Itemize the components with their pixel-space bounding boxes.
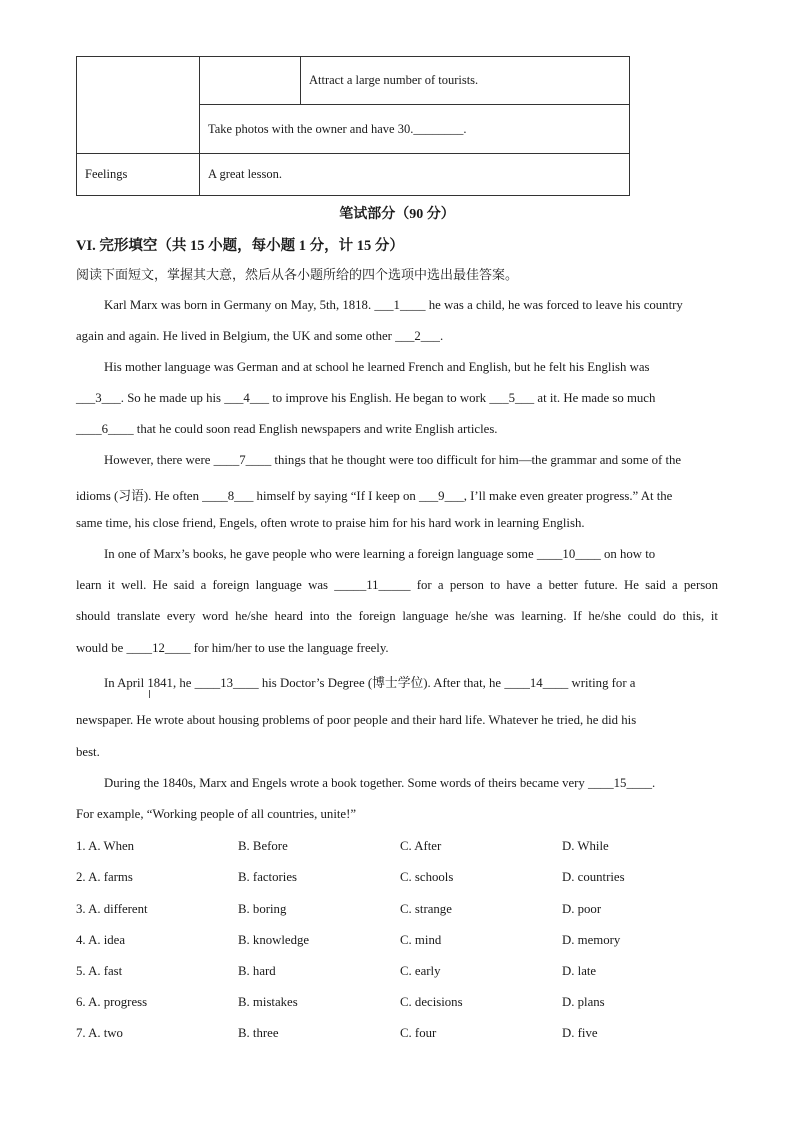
passage-text: he was a child, he was forced to leave his country: [425, 298, 683, 312]
blank-number: ____10____: [536, 547, 601, 561]
stray-mark: [149, 690, 150, 698]
table-cell-empty: [200, 57, 301, 105]
passage-line: [76, 578, 718, 593]
passage-line: [76, 713, 636, 728]
blank-number: ___5___: [489, 391, 535, 405]
blank-number: ___3___: [76, 391, 121, 405]
passage-text: In April 1841, he: [104, 676, 195, 690]
answer-option: 1. A. When: [76, 839, 135, 853]
option-row: [76, 1026, 718, 1044]
answer-option: C. strange: [400, 902, 452, 916]
passage-line: [104, 453, 681, 468]
table-cell: Take photos with the owner and have 30.________.: [200, 105, 630, 153]
passage-text: learn it well. He said a foreign language was: [76, 578, 335, 592]
passage-line: [104, 298, 683, 313]
passage-text: Karl Marx was born in Germany on May, 5th, 1818.: [104, 298, 375, 312]
table-cell: A great lesson.: [200, 153, 630, 195]
answer-option: D. While: [562, 839, 609, 853]
answer-option: C. After: [400, 839, 442, 853]
blank-number: ___2___: [395, 329, 440, 343]
passage-line: [76, 516, 585, 531]
answer-option: D. plans: [562, 995, 605, 1009]
passage-text: His mother language was German and at school he learned French and English, but he felt his English was: [104, 360, 650, 374]
passage-line: [76, 422, 498, 437]
passage-text: again and again. He lived in Belgium, the UK and some other: [76, 329, 396, 343]
blank-number: ____6____: [76, 422, 134, 436]
section-heading: VI. 完形填空（共 15 小题，每小题 1 分，计 15 分）: [76, 238, 404, 254]
answer-option: C. mind: [400, 933, 442, 947]
passage-text: . So he made up his: [120, 391, 225, 405]
answer-option: B. boring: [238, 902, 287, 916]
passage-line: [76, 641, 389, 656]
passage-text: However, there were: [104, 453, 214, 467]
answer-option: D. countries: [562, 870, 625, 884]
passage-text: for a person to have a better future. He said a person: [410, 578, 718, 592]
answer-option: B. hard: [238, 964, 276, 978]
passage-line: [76, 609, 718, 624]
instruction: 阅读下面短文，掌握其大意，然后从各小题所给的四个选项中选出最佳答案。: [76, 267, 519, 282]
passage-text: idioms (习语). He often: [76, 489, 203, 503]
passage-line: [104, 547, 655, 562]
answer-option: D. poor: [562, 902, 602, 916]
blank-number: ____14____: [504, 676, 569, 690]
answer-option: C. early: [400, 964, 441, 978]
answer-option: B. knowledge: [238, 933, 310, 947]
blank-number: ____7____: [213, 453, 272, 467]
passage-text: himself by saying “If I keep on: [253, 489, 419, 503]
answer-option: 6. A. progress: [76, 995, 148, 1009]
blank-number: ____13____: [194, 676, 259, 690]
passage-line: [76, 745, 100, 760]
passage-text: .: [439, 329, 444, 343]
answer-option: 2. A. farms: [76, 870, 133, 884]
answer-option: C. schools: [400, 870, 454, 884]
option-row: [76, 964, 718, 982]
summary-table: [76, 56, 630, 196]
option-row: [76, 933, 718, 951]
option-row: [76, 870, 718, 888]
blank-number: _____11_____: [334, 578, 411, 592]
answer-option: 3. A. different: [76, 902, 148, 916]
passage-text: things that he thought were too difficult for him—the grammar and some of the: [271, 453, 682, 467]
answer-option: 4. A. idea: [76, 933, 126, 947]
passage-text: For example, “Working people of all countries, unite!”: [76, 807, 357, 821]
passage-text: for him/her to use the language freely.: [190, 641, 389, 655]
table-cell-empty: [77, 57, 200, 154]
passage-text: should translate every word he/she heard into the foreign language he/she was learning. If he/she could do this, it: [76, 609, 718, 623]
passage-text: at it. He made so much: [534, 391, 656, 405]
passage-text: best.: [76, 745, 100, 759]
answer-option: 7. A. two: [76, 1026, 123, 1040]
passage-text: During the 1840s, Marx and Engels wrote a book together. Some words of theirs became very: [104, 776, 589, 790]
passage-line: [76, 329, 443, 344]
answer-option: D. late: [562, 964, 597, 978]
answer-option: C. decisions: [400, 995, 463, 1009]
blank-number: ____8___: [202, 489, 254, 503]
section-title: 笔试部分（90 分）: [339, 207, 455, 222]
passage-text: that he could soon read English newspapers and write English articles.: [133, 422, 498, 436]
passage-line: [76, 485, 672, 504]
answer-option: B. Before: [238, 839, 288, 853]
option-row: [76, 902, 718, 920]
blank-number: ___4___: [224, 391, 270, 405]
passage-text: newspaper. He wrote about housing problems of poor people and their hard life. Whatever he tried, he did his: [76, 713, 637, 727]
answer-option: D. memory: [562, 933, 621, 947]
passage-text: to improve his English. He began to work: [269, 391, 490, 405]
passage-text: writing for a: [568, 676, 636, 690]
passage-text: .: [652, 776, 656, 790]
passage-text: same time, his close friend, Engels, often wrote to praise him for his hard work in learning English.: [76, 516, 585, 530]
passage-text: his Doctor’s Degree (博士学位). After that, he: [258, 676, 505, 690]
answer-option: B. factories: [238, 870, 297, 884]
passage-line: [104, 672, 635, 691]
passage-text: In one of Marx’s books, he gave people who were learning a foreign language some: [104, 547, 537, 561]
blank-number: ___9___: [418, 489, 464, 503]
answer-option: 5. A. fast: [76, 964, 123, 978]
blank-number: ____15____: [588, 776, 653, 790]
passage-line: [104, 360, 650, 375]
passage-line: [76, 391, 655, 406]
answer-option: B. mistakes: [238, 995, 298, 1009]
passage-line: [104, 776, 655, 791]
blank-number: ____12____: [126, 641, 191, 655]
answer-option: B. three: [238, 1026, 279, 1040]
passage-line: [76, 807, 356, 822]
table-cell-label: Feelings: [77, 153, 200, 195]
passage-text: would be: [76, 641, 127, 655]
blank-number: ___1____: [374, 298, 426, 312]
answer-option: D. five: [562, 1026, 598, 1040]
table-cell: Attract a large number of tourists.: [301, 57, 630, 105]
passage-text: on how to: [600, 547, 656, 561]
passage-text: , I’ll make even greater progress.” At the: [463, 489, 673, 503]
option-row: [76, 995, 718, 1013]
answer-option: C. four: [400, 1026, 437, 1040]
option-row: [76, 839, 718, 857]
